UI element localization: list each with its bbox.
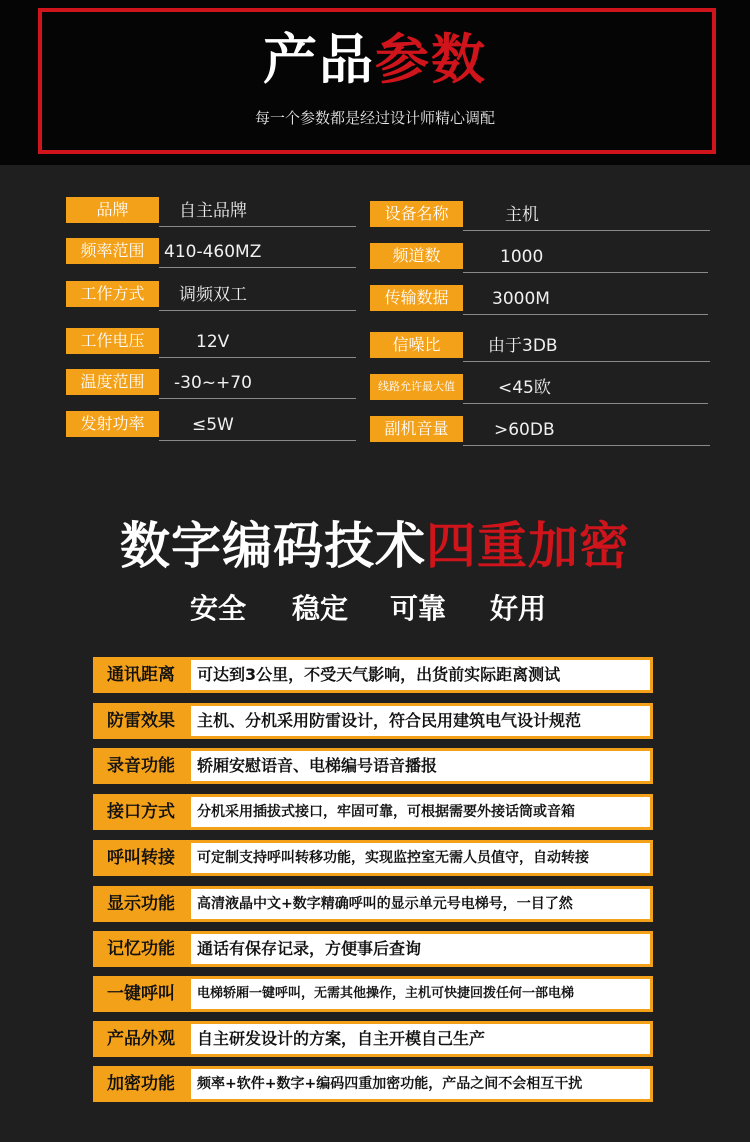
- feature-text: 轿厢安慰语音、电梯编号语音播报: [191, 751, 650, 781]
- param-underline: [463, 230, 710, 231]
- param-value: 410-460MZ: [164, 242, 262, 262]
- tag-reliable: 可靠: [390, 592, 447, 625]
- feature-row: [93, 748, 653, 784]
- param-underline: [463, 272, 708, 273]
- param-label: 温度范围: [66, 369, 159, 395]
- feature-label: 呼叫转接: [96, 843, 186, 873]
- title-red: 参数: [375, 28, 487, 91]
- param-underline: [463, 445, 710, 446]
- feature-label: 记忆功能: [96, 934, 186, 964]
- feature-row: [93, 931, 653, 967]
- headline-white: 数字编码技术: [120, 517, 426, 575]
- param-label: 副机音量: [370, 416, 463, 442]
- param-value: 调频双工: [179, 285, 247, 305]
- param-transmit-power: [66, 411, 356, 441]
- param-label: 线路允许最大值: [370, 374, 463, 400]
- feature-text: 可达到3公里，不受天气影响，出货前实际距离测试: [191, 660, 650, 690]
- feature-text: 高清液晶中文+数字精确呼叫的显示单元号电梯号，一目了然: [191, 889, 650, 919]
- param-frequency-range: [66, 238, 356, 268]
- param-underline: [159, 357, 356, 358]
- param-label: 频道数: [370, 243, 463, 269]
- feature-row: [93, 703, 653, 739]
- param-device-name: [370, 201, 710, 231]
- feature-row: [93, 886, 653, 922]
- feature-label: 录音功能: [96, 751, 186, 781]
- param-value: -30~+70: [174, 373, 252, 393]
- param-underline: [159, 267, 356, 268]
- section-headline: [0, 515, 750, 577]
- tag-safe: 安全: [190, 592, 247, 625]
- tag-easy: 好用: [490, 592, 547, 625]
- param-temperature: [66, 369, 356, 399]
- feature-row: [93, 1066, 653, 1102]
- feature-text: 电梯轿厢一键呼叫，无需其他操作，主机可快捷回拨任何一部电梯: [191, 979, 650, 1009]
- feature-label: 通讯距离: [96, 660, 186, 690]
- param-label: 工作方式: [66, 281, 159, 307]
- feature-text: 分机采用插拔式接口，牢固可靠，可根据需要外接话筒或音箱: [191, 797, 650, 827]
- param-value: ≤5W: [192, 415, 234, 435]
- param-value: 1000: [500, 247, 544, 267]
- param-label: 发射功率: [66, 411, 159, 437]
- feature-text: 通话有保存记录，方便事后查询: [191, 934, 650, 964]
- param-brand: [66, 197, 356, 227]
- feature-text: 频率+软件+数字+编码四重加密功能，产品之间不会相互干扰: [191, 1069, 650, 1099]
- param-underline: [159, 226, 356, 227]
- page-subtitle: 每一个参数都是经过设计师精心调配: [254, 109, 495, 127]
- param-underline: [463, 314, 708, 315]
- feature-text: 自主研发设计的方案，自主开模自己生产: [191, 1024, 650, 1054]
- param-label: 传输数据: [370, 285, 463, 311]
- param-value: 12V: [196, 332, 230, 352]
- headline-red: 四重加密: [426, 517, 630, 575]
- param-underline: [159, 310, 356, 311]
- feature-row: [93, 840, 653, 876]
- param-value: <45欧: [498, 378, 551, 398]
- feature-row: [93, 1021, 653, 1057]
- feature-tags: [190, 590, 570, 630]
- param-label: 频率范围: [66, 238, 159, 264]
- feature-label: 加密功能: [96, 1069, 186, 1099]
- feature-row: [93, 657, 653, 693]
- page-title: [0, 30, 750, 90]
- param-label: 工作电压: [66, 328, 159, 354]
- param-value: 自主品牌: [179, 201, 247, 221]
- param-underline: [463, 403, 708, 404]
- param-underline: [159, 440, 356, 441]
- param-value: 3000M: [492, 289, 550, 309]
- param-value: 主机: [505, 205, 539, 225]
- param-underline: [463, 361, 710, 362]
- param-extension-volume: [370, 416, 710, 446]
- tag-stable: 稳定: [292, 592, 349, 625]
- param-channels: [370, 243, 710, 273]
- feature-row: [93, 976, 653, 1012]
- feature-label: 产品外观: [96, 1024, 186, 1054]
- param-label: 信噪比: [370, 332, 463, 358]
- feature-label: 接口方式: [96, 797, 186, 827]
- param-snr: [370, 332, 710, 362]
- param-label: 设备名称: [370, 201, 463, 227]
- feature-text: 主机、分机采用防雷设计，符合民用建筑电气设计规范: [191, 706, 650, 736]
- feature-text: 可定制支持呼叫转移功能，实现监控室无需人员值守，自动转接: [191, 843, 650, 873]
- param-voltage: [66, 328, 356, 358]
- feature-row: [93, 794, 653, 830]
- feature-label: 一键呼叫: [96, 979, 186, 1009]
- feature-label: 显示功能: [96, 889, 186, 919]
- param-line-max: [370, 374, 710, 404]
- param-value: 由于3DB: [488, 336, 558, 356]
- title-white: 产品: [263, 28, 375, 91]
- param-transmission: [370, 285, 710, 315]
- param-work-mode: [66, 281, 356, 311]
- param-value: >60DB: [494, 420, 555, 440]
- param-underline: [159, 398, 356, 399]
- feature-label: 防雷效果: [96, 706, 186, 736]
- param-label: 品牌: [66, 197, 159, 223]
